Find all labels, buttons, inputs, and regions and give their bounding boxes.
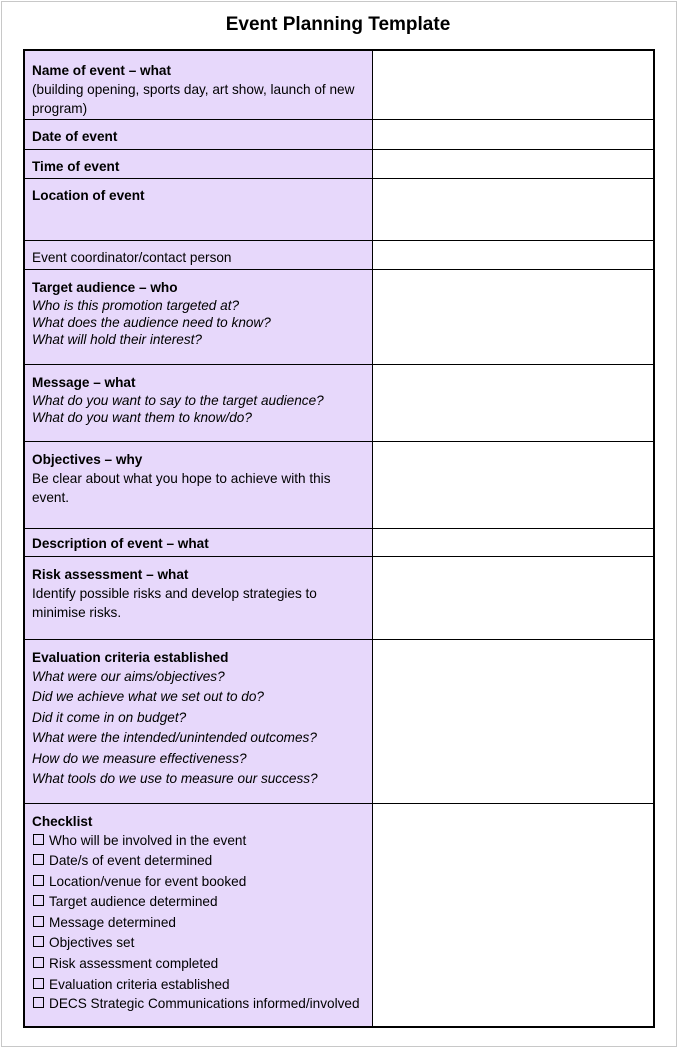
question-message-2: What do you want them to know/do? <box>32 409 252 425</box>
page-title: Event Planning Template <box>225 14 451 35</box>
field-date-of-event[interactable] <box>372 119 654 149</box>
checklist-item-risk[interactable]: Risk assessment completed <box>32 954 366 975</box>
heading-name-of-event: Name of event – what <box>32 63 171 78</box>
checkbox-icon[interactable] <box>33 834 44 845</box>
row-event-coordinator <box>24 240 654 269</box>
event-planning-table <box>23 49 655 1028</box>
checkbox-icon[interactable] <box>33 957 44 968</box>
label-checklist <box>24 803 372 1027</box>
heading-target-audience: Target audience – who <box>32 279 178 295</box>
question-evaluation-2: Did we achieve what we set out to do? <box>32 689 264 704</box>
heading-message: Message – what <box>32 374 136 390</box>
checklist-item-message[interactable]: Message determined <box>32 913 366 934</box>
label-target-audience <box>24 269 372 364</box>
heading-evaluation-criteria: Evaluation criteria established <box>32 649 229 665</box>
heading-description: Description of event – what <box>32 535 209 551</box>
question-evaluation-5: How do we measure effectiveness? <box>32 750 247 766</box>
row-checklist <box>24 803 654 1027</box>
field-target-audience[interactable] <box>372 269 654 364</box>
question-evaluation-4: What were the intended/unintended outcomes? <box>32 730 317 745</box>
question-target-audience-1: Who is this promotion targeted at? <box>32 297 240 313</box>
heading-checklist: Checklist <box>32 813 93 829</box>
question-evaluation-3: Did it come in on budget? <box>32 709 187 725</box>
text-event-coordinator: Event coordinator/contact person <box>32 249 232 265</box>
row-evaluation-criteria <box>24 639 654 803</box>
field-time-of-event[interactable] <box>372 149 654 178</box>
row-time-of-event <box>24 149 654 178</box>
hint-name-of-event: (building opening, sports day, art show, launch of new program) <box>32 82 355 116</box>
label-location-of-event <box>24 178 372 240</box>
question-target-audience-3: What will hold their interest? <box>32 331 202 347</box>
checkbox-icon[interactable] <box>33 997 44 1008</box>
field-event-coordinator[interactable] <box>372 240 654 269</box>
row-risk-assessment <box>24 556 654 639</box>
checkbox-icon[interactable] <box>33 875 44 886</box>
label-time-of-event <box>24 149 372 178</box>
label-evaluation-criteria <box>24 639 372 803</box>
label-description <box>24 528 372 556</box>
row-date-of-event <box>24 119 654 149</box>
label-risk-assessment <box>24 556 372 639</box>
checkbox-icon[interactable] <box>33 936 44 947</box>
label-date-of-event <box>24 119 372 149</box>
field-evaluation-criteria[interactable] <box>372 639 654 803</box>
question-evaluation-6: What tools do we use to measure our success? <box>32 771 318 786</box>
question-target-audience-2: What does the audience need to know? <box>32 314 271 330</box>
row-objectives <box>24 441 654 528</box>
field-checklist[interactable] <box>372 803 654 1027</box>
row-target-audience <box>24 269 654 364</box>
checklist-item-audience[interactable]: Target audience determined <box>32 892 366 913</box>
row-message <box>24 364 654 441</box>
checklist-item-venue[interactable]: Location/venue for event booked <box>32 872 366 893</box>
heading-date-of-event: Date of event <box>32 128 118 144</box>
heading-objectives: Objectives – why <box>32 451 143 467</box>
field-description[interactable] <box>372 528 654 556</box>
checkbox-icon[interactable] <box>33 916 44 927</box>
heading-risk-assessment: Risk assessment – what <box>32 566 189 582</box>
checklist-item-involved[interactable]: Who will be involved in the event <box>32 831 366 852</box>
label-message <box>24 364 372 441</box>
field-name-of-event[interactable] <box>372 50 654 119</box>
row-description <box>24 528 654 556</box>
question-message-1: What do you want to say to the target audience? <box>32 392 324 408</box>
checkbox-icon[interactable] <box>33 978 44 989</box>
hint-objectives: Be clear about what you hope to achieve with this event. <box>32 470 331 505</box>
checkbox-icon[interactable] <box>33 895 44 906</box>
field-location-of-event[interactable] <box>372 178 654 240</box>
row-name-of-event <box>24 50 654 119</box>
field-message[interactable] <box>372 364 654 441</box>
hint-risk-assessment: Identify possible risks and develop strategies to minimise risks. <box>32 585 317 620</box>
heading-location-of-event: Location of event <box>32 187 145 203</box>
field-objectives[interactable] <box>372 441 654 528</box>
checklist-item-evaluation[interactable]: Evaluation criteria established <box>32 975 366 996</box>
checklist-item-decs[interactable]: DECS Strategic Communications informed/involved <box>32 995 366 1012</box>
field-risk-assessment[interactable] <box>372 556 654 639</box>
label-name-of-event <box>24 50 372 119</box>
row-location-of-event <box>24 178 654 240</box>
checklist-item-dates[interactable]: Date/s of event determined <box>32 851 366 872</box>
label-objectives <box>24 441 372 528</box>
checklist-item-objectives[interactable]: Objectives set <box>32 933 366 954</box>
label-event-coordinator <box>24 240 372 269</box>
heading-time-of-event: Time of event <box>32 158 120 174</box>
question-evaluation-1: What were our aims/objectives? <box>32 668 225 684</box>
checkbox-icon[interactable] <box>33 854 44 865</box>
